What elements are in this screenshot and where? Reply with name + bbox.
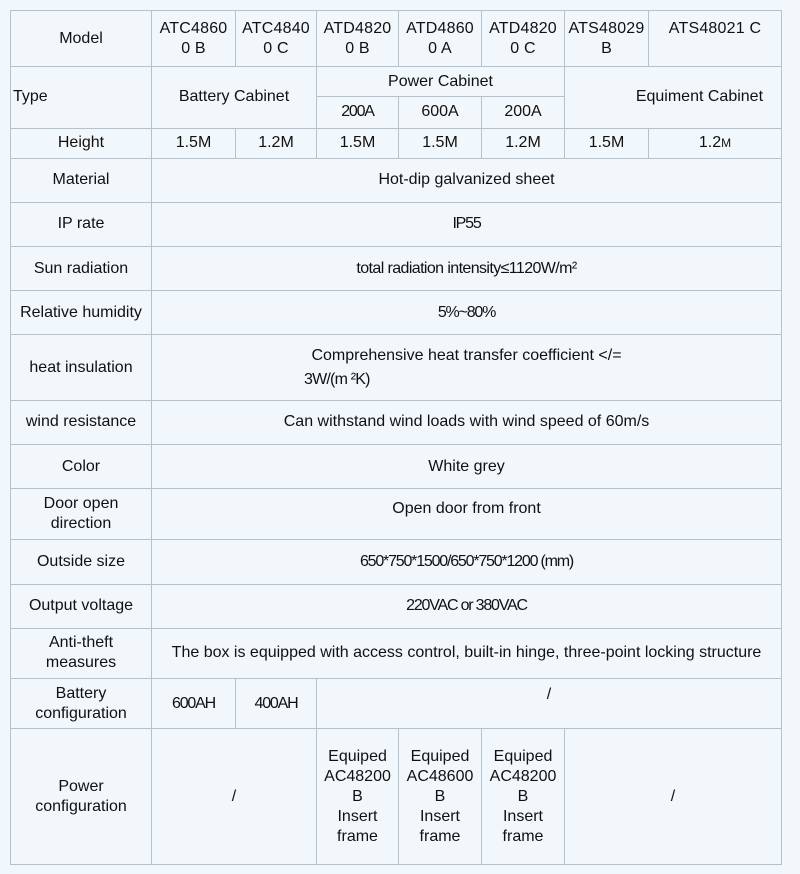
row-label-antitheft: Anti-theft measures (11, 628, 152, 678)
battery-400ah: 400AH (236, 679, 317, 729)
battery-600ah: 600AH (152, 679, 236, 729)
power-cell: Equiped AC48200 B Insert frame (317, 729, 399, 865)
row-label-outside: Outside size (11, 540, 152, 584)
row-label-door: Door open direction (11, 489, 152, 540)
height-cell: 1.5M (152, 128, 236, 158)
power-none-left: / (152, 729, 317, 865)
height-cell: 1.2M (482, 128, 565, 158)
row-label-humidity: Relative humidity (11, 291, 152, 335)
row-label-height: Height (11, 128, 152, 158)
spec-table (10, 10, 782, 865)
power-none-right: / (565, 729, 782, 865)
row-sun-radiation (11, 247, 782, 291)
battery-none: / (317, 679, 782, 729)
power-sub-200a: 200A (482, 97, 565, 128)
model-cell: ATC4840 0 C (236, 11, 317, 67)
row-label-color: Color (11, 444, 152, 488)
humidity-value: 5%~80% (152, 291, 782, 335)
row-label-battery: Battery configuration (11, 679, 152, 729)
row-type (11, 67, 782, 97)
type-equipment: Equiment Cabinet (565, 67, 782, 128)
model-cell: ATS48021 C (649, 11, 782, 67)
power-cell: Equiped AC48600 B Insert frame (399, 729, 482, 865)
model-cell: ATS48029 B (565, 11, 649, 67)
voltage-value: 220VAC or 380VAC (152, 584, 782, 628)
model-cell: ATD4860 0 A (399, 11, 482, 67)
power-sub-200a: 200A (317, 97, 399, 128)
row-label-model: Model (11, 11, 152, 67)
row-material (11, 158, 782, 202)
row-heat-insulation (11, 335, 782, 400)
heat-insulation-value: Comprehensive heat transfer coefficient </= 3W/(m ²K) (152, 335, 782, 400)
power-cell: Equiped AC48200 B Insert frame (482, 729, 565, 865)
row-power (11, 729, 782, 865)
model-cell: ATD4820 0 C (482, 11, 565, 67)
row-antitheft (11, 628, 782, 678)
row-ip-rate (11, 202, 782, 246)
row-label-heat-insulation: heat insulation (11, 335, 152, 400)
outside-value: 650*750*1500/650*750*1200 (mm) (152, 540, 782, 584)
row-model (11, 11, 782, 67)
row-label-wind: wind resistance (11, 400, 152, 444)
row-label-material: Material (11, 158, 152, 202)
row-voltage (11, 584, 782, 628)
row-label-type: Type (11, 67, 152, 128)
material-value: Hot-dip galvanized sheet (152, 158, 782, 202)
height-cell: 1.2M (236, 128, 317, 158)
height-cell: 1.5M (317, 128, 399, 158)
row-battery (11, 679, 782, 729)
wind-value: Can withstand wind loads with wind speed of 60m/s (152, 400, 782, 444)
row-outside (11, 540, 782, 584)
row-label-sun-radiation: Sun radiation (11, 247, 152, 291)
model-cell: ATD4820 0 B (317, 11, 399, 67)
door-value: Open door from front (152, 489, 782, 540)
sun-radiation-value: total radiation intensity≤1120W/m² (152, 247, 782, 291)
row-door (11, 489, 782, 540)
antitheft-value: The box is equipped with access control, built-in hinge, three-point locking structure (152, 628, 782, 678)
ip-rate-value: IP55 (152, 202, 782, 246)
height-cell: 1.5M (399, 128, 482, 158)
color-value: White grey (152, 444, 782, 488)
row-label-power: Power configuration (11, 729, 152, 865)
row-humidity (11, 291, 782, 335)
row-wind (11, 400, 782, 444)
type-battery: Battery Cabinet (152, 67, 317, 128)
row-color (11, 444, 782, 488)
row-height (11, 128, 782, 158)
row-label-voltage: Output voltage (11, 584, 152, 628)
row-label-ip-rate: IP rate (11, 202, 152, 246)
power-sub-600a: 600A (399, 97, 482, 128)
height-cell: 1.5M (565, 128, 649, 158)
type-power: Power Cabinet (317, 67, 565, 97)
height-cell: 1.2M (649, 128, 782, 158)
model-cell: ATC4860 0 B (152, 11, 236, 67)
